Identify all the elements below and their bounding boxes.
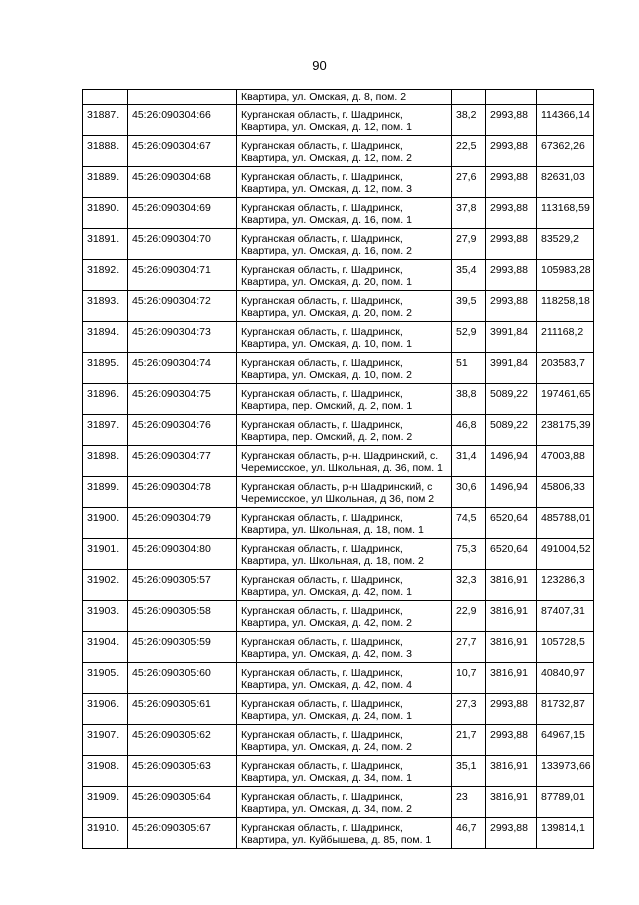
cell-area: 35,1 — [452, 756, 486, 787]
cell-cadastral-number: 45:26:090305:63 — [128, 756, 237, 787]
cell-cadastral-number: 45:26:090305:58 — [128, 601, 237, 632]
address-line-1: Курганская область, г. Шадринск, — [241, 388, 403, 400]
cell-price: 6520,64 — [486, 539, 537, 570]
cell-area: 30,6 — [452, 477, 486, 508]
cell-address — [237, 384, 452, 415]
address-line-1: Курганская область, г. Шадринск, — [241, 264, 403, 276]
cell-price: 2993,88 — [486, 198, 537, 229]
cell-cadastral-number — [128, 90, 237, 105]
cell-number: 31909. — [83, 787, 128, 818]
table-row — [83, 415, 594, 446]
cell-total: 485788,01 — [537, 508, 594, 539]
address-line-2: Квартира, ул. Омская, д. 12, пом. 1 — [241, 121, 412, 133]
cell-address — [237, 663, 452, 694]
cell-cadastral-number: 45:26:090304:76 — [128, 415, 237, 446]
cell-area: 46,7 — [452, 818, 486, 849]
cell-number: 31893. — [83, 291, 128, 322]
address-line-2: Квартира, ул. Омская, д. 16, пом. 1 — [241, 214, 412, 226]
cell-area: 10,7 — [452, 663, 486, 694]
cell-cadastral-number: 45:26:090305:60 — [128, 663, 237, 694]
cell-area: 46,8 — [452, 415, 486, 446]
cell-price: 5089,22 — [486, 415, 537, 446]
cell-number: 31904. — [83, 632, 128, 663]
cell-price: 2993,88 — [486, 167, 537, 198]
cell-total: 211168,2 — [537, 322, 594, 353]
cell-price: 5089,22 — [486, 384, 537, 415]
address-line-1: Курганская область, г. Шадринск, — [241, 667, 403, 679]
cell-number: 31888. — [83, 136, 128, 167]
address-line-2: Квартира, ул. Омская, д. 34, пом. 2 — [241, 803, 412, 815]
cell-price: 3991,84 — [486, 322, 537, 353]
cell-area: 27,7 — [452, 632, 486, 663]
address-line-2: Квартира, ул. Омская, д. 20, пом. 1 — [241, 276, 412, 288]
cell-address — [237, 291, 452, 322]
cell-price — [486, 90, 537, 105]
cell-number: 31908. — [83, 756, 128, 787]
cell-total: 123286,3 — [537, 570, 594, 601]
cell-cadastral-number: 45:26:090304:77 — [128, 446, 237, 477]
cell-number — [83, 90, 128, 105]
address-line-1: Курганская область, г. Шадринск, — [241, 729, 403, 741]
cell-price: 1496,94 — [486, 477, 537, 508]
address-line-2: Квартира, ул. Омская, д. 24, пом. 2 — [241, 741, 412, 753]
cell-cadastral-number: 45:26:090305:57 — [128, 570, 237, 601]
cell-total: 67362,26 — [537, 136, 594, 167]
cell-area: 51 — [452, 353, 486, 384]
address-line-1: Курганская область, г. Шадринск, — [241, 543, 403, 555]
table-row — [83, 198, 594, 229]
cell-area: 27,9 — [452, 229, 486, 260]
cell-area — [452, 90, 486, 105]
cell-total: 105728,5 — [537, 632, 594, 663]
table-row — [83, 384, 594, 415]
cell-address: Квартира, ул. Омская, д. 8, пом. 2 — [237, 90, 452, 105]
cell-cadastral-number: 45:26:090304:72 — [128, 291, 237, 322]
address-line-1: Курганская область, г. Шадринск, — [241, 140, 403, 152]
address-line-1: Курганская область, р-н. Шадринский, с. — [241, 450, 439, 462]
address-line-2: Квартира, ул. Омская, д. 20, пом. 2 — [241, 307, 412, 319]
table-row — [83, 539, 594, 570]
cell-cadastral-number: 45:26:090305:61 — [128, 694, 237, 725]
address-line-1: Курганская область, г. Шадринск, — [241, 605, 403, 617]
cell-area: 27,6 — [452, 167, 486, 198]
cell-cadastral-number: 45:26:090304:67 — [128, 136, 237, 167]
cell-cadastral-number: 45:26:090304:74 — [128, 353, 237, 384]
cell-area: 22,5 — [452, 136, 486, 167]
address-line-1: Курганская область, г. Шадринск, — [241, 419, 403, 431]
cell-total: 197461,65 — [537, 384, 594, 415]
cell-number: 31891. — [83, 229, 128, 260]
cell-number: 31889. — [83, 167, 128, 198]
cell-total: 83529,2 — [537, 229, 594, 260]
table-row-continuation — [83, 90, 594, 105]
cell-total: 139814,1 — [537, 818, 594, 849]
table-row — [83, 787, 594, 818]
cell-number: 31905. — [83, 663, 128, 694]
cell-number: 31896. — [83, 384, 128, 415]
cell-total: 47003,88 — [537, 446, 594, 477]
cell-address — [237, 167, 452, 198]
address-line-2: Квартира, пер. Омский, д. 2, пом. 2 — [241, 431, 413, 443]
cell-address — [237, 477, 452, 508]
cell-area: 38,8 — [452, 384, 486, 415]
cell-total — [537, 90, 594, 105]
table-row — [83, 601, 594, 632]
address-line-1: Курганская область, г. Шадринск, — [241, 822, 403, 834]
cell-number: 31897. — [83, 415, 128, 446]
table-row — [83, 570, 594, 601]
table-row — [83, 632, 594, 663]
cell-price: 2993,88 — [486, 136, 537, 167]
cell-total: 40840,97 — [537, 663, 594, 694]
cell-number: 31903. — [83, 601, 128, 632]
address-line-1: Курганская область, г. Шадринск, — [241, 574, 403, 586]
cell-total: 45806,33 — [537, 477, 594, 508]
address-line-2: Квартира, ул. Омская, д. 12, пом. 2 — [241, 152, 412, 164]
address-line-1: Курганская область, г. Шадринск, — [241, 326, 403, 338]
cell-total: 133973,66 — [537, 756, 594, 787]
cell-total: 203583,7 — [537, 353, 594, 384]
table-row — [83, 353, 594, 384]
cell-number: 31890. — [83, 198, 128, 229]
cell-cadastral-number: 45:26:090305:64 — [128, 787, 237, 818]
address-line-2: Квартира, ул. Омская, д. 10, пом. 2 — [241, 369, 412, 381]
address-line-2: Квартира, ул. Омская, д. 16, пом. 2 — [241, 245, 412, 257]
cell-total: 82631,03 — [537, 167, 594, 198]
cell-total: 105983,28 — [537, 260, 594, 291]
cell-number: 31900. — [83, 508, 128, 539]
cell-area: 39,5 — [452, 291, 486, 322]
cell-number: 31906. — [83, 694, 128, 725]
table-row — [83, 136, 594, 167]
cell-price: 3816,91 — [486, 787, 537, 818]
address-line-2: Квартира, ул. Омская, д. 10, пом. 1 — [241, 338, 412, 350]
cell-area: 52,9 — [452, 322, 486, 353]
table-row — [83, 322, 594, 353]
address-line-2: Квартира, ул. Куйбышева, д. 85, пом. 1 — [241, 834, 432, 846]
table-row — [83, 725, 594, 756]
cell-price: 2993,88 — [486, 105, 537, 136]
cell-number: 31899. — [83, 477, 128, 508]
cell-total: 113168,59 — [537, 198, 594, 229]
cell-address — [237, 818, 452, 849]
cell-total: 491004,52 — [537, 539, 594, 570]
cell-cadastral-number: 45:26:090304:79 — [128, 508, 237, 539]
cell-area: 23 — [452, 787, 486, 818]
cell-address — [237, 787, 452, 818]
address-line-2: Черемисское, ул. Школьная, д. 36, пом. 1 — [241, 462, 443, 474]
address-line-1: Курганская область, р-н Шадринский, с — [241, 481, 433, 493]
cell-price: 2993,88 — [486, 694, 537, 725]
cell-address — [237, 508, 452, 539]
address-line-2: Квартира, ул. Омская, д. 34, пом. 1 — [241, 772, 412, 784]
cell-number: 31895. — [83, 353, 128, 384]
address-line-2: Квартира, ул. Омская, д. 24, пом. 1 — [241, 710, 412, 722]
table-row — [83, 167, 594, 198]
table-row — [83, 508, 594, 539]
cell-area: 22,9 — [452, 601, 486, 632]
cell-address — [237, 353, 452, 384]
address-line-1: Курганская область, г. Шадринск, — [241, 202, 403, 214]
cell-price: 2993,88 — [486, 291, 537, 322]
cell-total: 114366,14 — [537, 105, 594, 136]
table-row — [83, 291, 594, 322]
cell-price: 2993,88 — [486, 260, 537, 291]
cell-cadastral-number: 45:26:090304:75 — [128, 384, 237, 415]
cell-cadastral-number: 45:26:090304:68 — [128, 167, 237, 198]
cell-address — [237, 105, 452, 136]
cell-cadastral-number: 45:26:090304:66 — [128, 105, 237, 136]
address-line-1: Курганская область, г. Шадринск, — [241, 295, 403, 307]
cell-price: 2993,88 — [486, 818, 537, 849]
address-line-2: Квартира, ул. Школьная, д. 18, пом. 1 — [241, 524, 424, 536]
cell-price: 3991,84 — [486, 353, 537, 384]
table-row — [83, 694, 594, 725]
cell-total: 87407,31 — [537, 601, 594, 632]
cell-price: 3816,91 — [486, 663, 537, 694]
table-row — [83, 477, 594, 508]
cell-price: 3816,91 — [486, 570, 537, 601]
registry-table-body — [83, 90, 594, 849]
address-line-1: Курганская область, г. Шадринск, — [241, 171, 403, 183]
address-line-2: Квартира, ул. Омская, д. 42, пом. 3 — [241, 648, 412, 660]
cell-area: 37,8 — [452, 198, 486, 229]
cell-price: 3816,91 — [486, 756, 537, 787]
cell-address — [237, 601, 452, 632]
cell-number: 31902. — [83, 570, 128, 601]
address-line-1: Курганская область, г. Шадринск, — [241, 109, 403, 121]
cell-number: 31894. — [83, 322, 128, 353]
cell-address — [237, 694, 452, 725]
cell-area: 75,3 — [452, 539, 486, 570]
cell-area: 21,7 — [452, 725, 486, 756]
table-row — [83, 663, 594, 694]
property-registry-table — [82, 89, 594, 849]
cell-address — [237, 322, 452, 353]
address-line-1: Курганская область, г. Шадринск, — [241, 357, 403, 369]
address-line-1: Курганская область, г. Шадринск, — [241, 636, 403, 648]
address-line-2: Квартира, ул. Омская, д. 42, пом. 4 — [241, 679, 412, 691]
cell-price: 2993,88 — [486, 229, 537, 260]
table-row — [83, 756, 594, 787]
address-line-2: Квартира, ул. Школьная, д. 18, пом. 2 — [241, 555, 424, 567]
cell-cadastral-number: 45:26:090304:73 — [128, 322, 237, 353]
address-line-2: Квартира, ул. Омская, д. 42, пом. 2 — [241, 617, 412, 629]
cell-total: 64967,15 — [537, 725, 594, 756]
page-number: 90 — [312, 58, 327, 73]
cell-cadastral-number: 45:26:090304:70 — [128, 229, 237, 260]
cell-total: 238175,39 — [537, 415, 594, 446]
address-line-1: Курганская область, г. Шадринск, — [241, 698, 403, 710]
cell-address — [237, 570, 452, 601]
cell-number: 31901. — [83, 539, 128, 570]
address-line-1: Курганская область, г. Шадринск, — [241, 233, 403, 245]
cell-area: 27,3 — [452, 694, 486, 725]
cell-address — [237, 756, 452, 787]
cell-price: 3816,91 — [486, 632, 537, 663]
cell-cadastral-number: 45:26:090304:69 — [128, 198, 237, 229]
address-line-1: Курганская область, г. Шадринск, — [241, 512, 403, 524]
table-row — [83, 446, 594, 477]
cell-area: 35,4 — [452, 260, 486, 291]
table-row — [83, 229, 594, 260]
cell-cadastral-number: 45:26:090304:78 — [128, 477, 237, 508]
cell-address — [237, 446, 452, 477]
cell-number: 31892. — [83, 260, 128, 291]
cell-number: 31910. — [83, 818, 128, 849]
cell-cadastral-number: 45:26:090305:62 — [128, 725, 237, 756]
cell-address — [237, 136, 452, 167]
cell-total: 87789,01 — [537, 787, 594, 818]
cell-address — [237, 229, 452, 260]
cell-number: 31907. — [83, 725, 128, 756]
cell-cadastral-number: 45:26:090305:59 — [128, 632, 237, 663]
address-line-2: Квартира, ул. Омская, д. 42, пом. 1 — [241, 586, 412, 598]
cell-cadastral-number: 45:26:090305:67 — [128, 818, 237, 849]
cell-cadastral-number: 45:26:090304:71 — [128, 260, 237, 291]
table-row — [83, 818, 594, 849]
cell-number: 31887. — [83, 105, 128, 136]
address-line-1: Курганская область, г. Шадринск, — [241, 760, 403, 772]
address-line-2: Квартира, пер. Омский, д. 2, пом. 1 — [241, 400, 413, 412]
address-line-2: Черемисское, ул Школьная, д 36, пом 2 — [241, 493, 435, 505]
cell-address — [237, 198, 452, 229]
cell-area: 74,5 — [452, 508, 486, 539]
cell-address — [237, 260, 452, 291]
address-line-2: Квартира, ул. Омская, д. 12, пом. 3 — [241, 183, 412, 195]
cell-price: 2993,88 — [486, 725, 537, 756]
table-row — [83, 105, 594, 136]
cell-area: 38,2 — [452, 105, 486, 136]
cell-cadastral-number: 45:26:090304:80 — [128, 539, 237, 570]
cell-price: 1496,94 — [486, 446, 537, 477]
cell-price: 3816,91 — [486, 601, 537, 632]
cell-address — [237, 415, 452, 446]
cell-address — [237, 725, 452, 756]
address-line-1: Курганская область, г. Шадринск, — [241, 791, 403, 803]
cell-total: 81732,87 — [537, 694, 594, 725]
cell-number: 31898. — [83, 446, 128, 477]
table-row — [83, 260, 594, 291]
cell-total: 118258,18 — [537, 291, 594, 322]
cell-area: 31,4 — [452, 446, 486, 477]
cell-address — [237, 539, 452, 570]
cell-price: 6520,64 — [486, 508, 537, 539]
cell-address — [237, 632, 452, 663]
cell-area: 32,3 — [452, 570, 486, 601]
